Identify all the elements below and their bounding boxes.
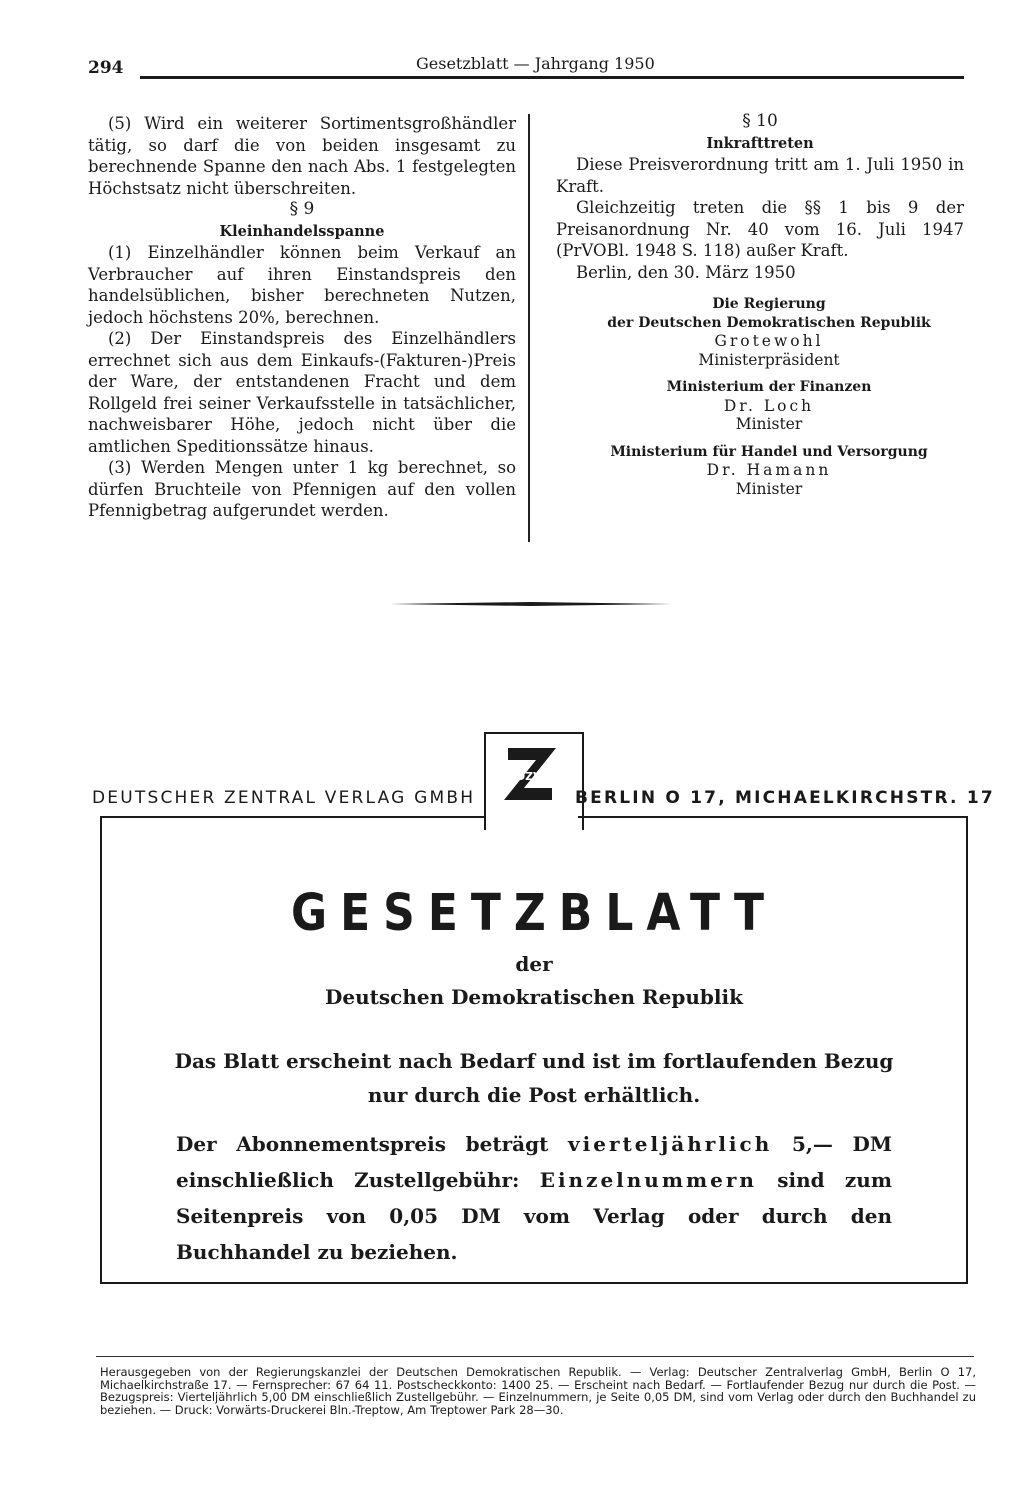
signature-name: Grotewohl [714,332,824,350]
section-separator [390,602,672,606]
logo-letters: DZV [516,770,542,783]
publisher-logo-icon [500,744,560,804]
signature-title: Minister [735,415,803,433]
place-date: Berlin, den 30. März 1950 [576,262,796,282]
paragraph-9-3: (3) Werden Mengen unter 1 kg berechnet, so dürfen Bruchteile von Pfennigen auf den vollen Pfennigbetrag aufgerundet werden. [88,458,516,520]
left-column [88,113,516,522]
notice-availability-line1: Das Blatt erscheint nach Bedarf und ist im fortlaufenden Bezug [174,1049,894,1073]
signature-title: Minister [735,479,803,498]
notice-title: GESETZBLATT [290,884,778,943]
page-number: 294 [88,58,124,78]
paragraph-9-2: (2) Der Einstandspreis des Einzelhändlers errechnet sich aus dem Einkaufs-(Fakturen-)Preis der Ware, der entstandenen Fracht und dem Rollgeld frei seiner Verkaufsstelle in tatsächlicher, nachweisbarer Höhe, jedoch nicht über die amtlichen Speditionssätze hinaus. [88,329,516,456]
section-9-number: § 9 [289,199,315,219]
footer-rule [96,1356,974,1357]
signature-name: Dr. Loch [723,396,815,415]
header-rule [140,76,964,79]
notice-pricing-emphasis: vierteljährlich [568,1132,773,1156]
signature-org: Ministerium der Finanzen [666,379,872,395]
section-10-number: § 10 [742,111,778,131]
notice-pricing-text: sind zum Seitenpreis von 0,05 DM vom Verlag oder durch den Buchhandel zu beziehen. [176,1168,892,1264]
signature-name: Dr. Hamann [706,461,832,479]
signature-org: Ministerium für Handel und Versorgung [610,443,928,460]
notice-pricing [176,1126,892,1270]
running-head: Gesetzblatt — Jahrgang 1950 [416,54,655,73]
publisher-name: DEUTSCHER ZENTRAL VERLAG GMBH [92,788,476,808]
signature-block-finance [574,378,964,434]
section-10-title: Inkrafttreten [706,134,814,152]
paragraph-8-5: (5) Wird ein weiterer Sortimentsgroßhändler tätig, so darf die von beiden insgesamt zu berechnende Spanne den nach Abs. 1 festgelegten Höchstsatz nicht überschreiten. [88,114,516,198]
paragraph-10-1: Diese Preisverordnung tritt am 1. Juli 1950 in Kraft. [556,155,964,196]
notice-availability-line2: nur durch die Post erhältlich. [367,1083,701,1107]
signature-org: der Deutschen Demokratischen Republik [607,314,931,331]
notice-pricing-text: Der Abonnementspreis beträgt [176,1132,569,1156]
publisher-address: BERLIN O 17, MICHAELKIRCHSTR. 17 [575,788,995,808]
right-column [556,111,964,498]
section-9-title: Kleinhandelsspanne [219,222,385,240]
notice-availability [100,1044,968,1112]
signature-block-trade [574,443,964,499]
paragraph-9-1: (1) Einzelhändler können beim Verkauf an Verbraucher auf ihren Einstandspreis den handelsüblichen, bisher berechneten Nutzen, jedoch höchstens 20%, berechnen. [88,243,516,327]
notice-pricing-emphasis: Einzelnummern [539,1168,757,1192]
signature-title: Ministerpräsident [698,350,840,369]
column-divider [528,114,530,542]
notice-republic: Deutschen Demokratischen Republik [325,985,743,1009]
signature-block-government [574,295,964,369]
notice-pricing-text: 5,— DM einschließlich Zustellgebühr: [176,1132,892,1192]
notice-der: der [515,952,553,976]
signature-org: Die Regierung [712,296,826,312]
footer-imprint: Herausgegeben von der Regierungskanzlei der Deutschen Demokratischen Republik. — Verlag: Deutscher Zentralverlag GmbH, Berlin O 17, Michaelkirchstraße 17. — Fernsprecher: 67 64 11. Postscheckkonto: 1400 25. — Erscheint nach Bedarf. — Fortlaufender Bezug nur durch die Post. — Bezugspreis: Vierteljährlich 5,00 DM einschließlich Zustellgebühr. — Einzelnummern, je Seite 0,05 DM, sind vom Verlag oder durch den Buchhandel zu beziehen. — Druck: Vorwärts-Druckerei Bln.-Treptow, Am Treptower Park 28—30. [100,1365,976,1417]
paragraph-10-2: Gleichzeitig treten die §§ 1 bis 9 der Preisanordnung Nr. 40 vom 16. Juli 1947 (PrVOBl. 1948 S. 118) außer Kraft. [556,198,964,260]
